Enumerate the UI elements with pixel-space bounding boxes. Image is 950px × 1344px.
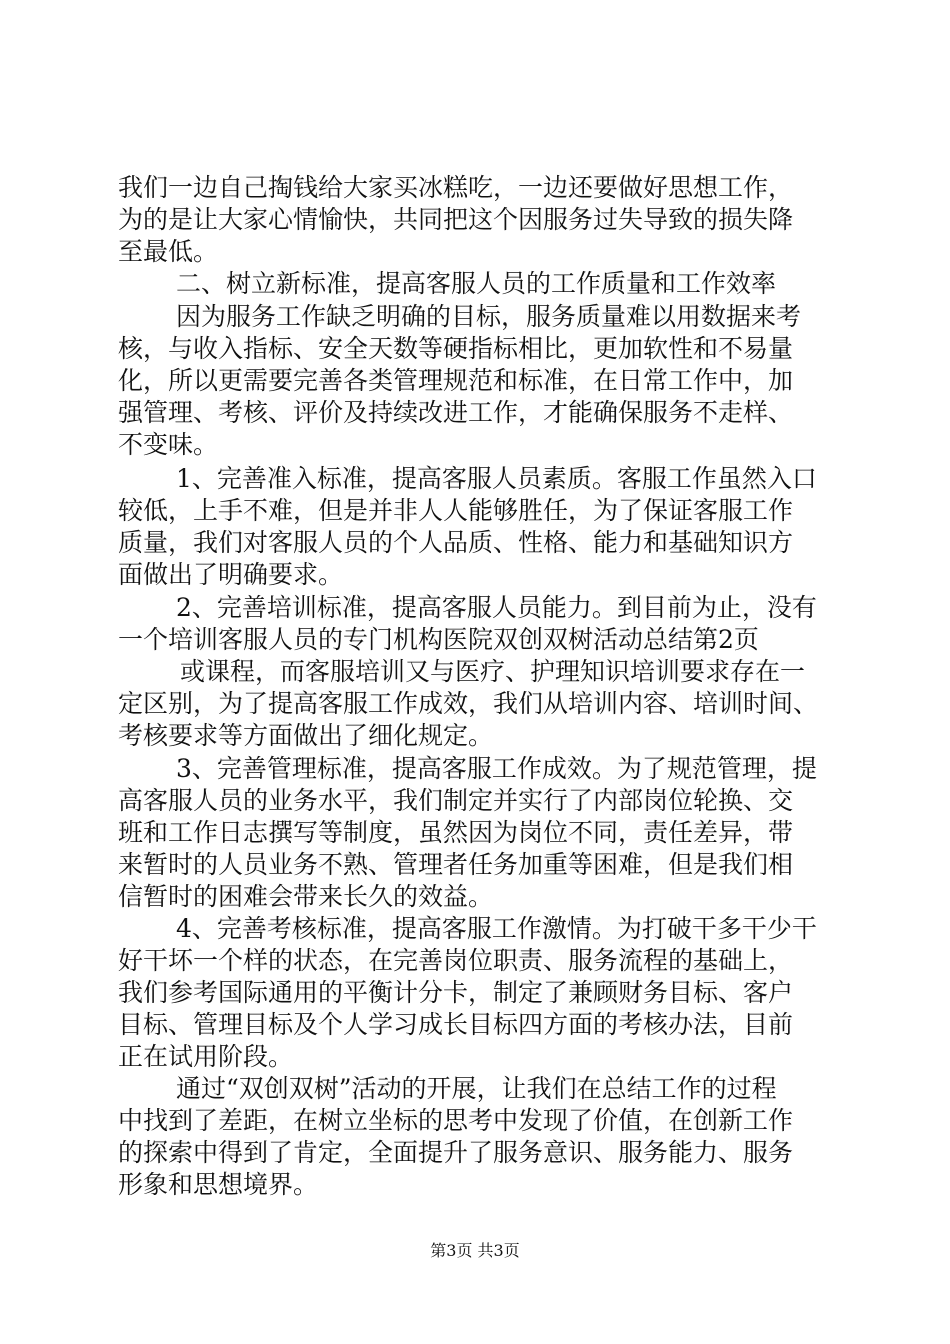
text-line: 正在试用阶段。 bbox=[118, 1042, 294, 1071]
section-heading: 二、树立新标准，提高客服人员的工作质量和工作效率 bbox=[176, 269, 777, 298]
page-footer: 第3页 共3页 bbox=[430, 1241, 520, 1260]
text-line: 班和工作日志撰写等制度，虽然因为岗位不同，责任差异，带 bbox=[118, 818, 794, 847]
text-line: 来暂时的人员业务不熟、管理者任务加重等困难，但是我们相 bbox=[118, 850, 794, 879]
text-line: 定区别，为了提高客服工作成效，我们从培训内容、培训时间、 bbox=[118, 689, 819, 718]
text-line: 因为服务工作缺乏明确的目标，服务质量难以用数据来考 bbox=[176, 302, 802, 331]
text-line: 2、完善培训标准，提高客服人员能力。到目前为止，没有 bbox=[176, 593, 817, 622]
text-line: 形象和思想境界。 bbox=[118, 1170, 319, 1199]
text-line: 至最低。 bbox=[118, 237, 219, 266]
text-line: 高客服人员的业务水平，我们制定并实行了内部岗位轮换、交 bbox=[118, 786, 794, 815]
text-line: 好干坏一个样的状态，在完善岗位职责、服务流程的基础上， bbox=[118, 946, 794, 975]
text-line: 化，所以更需要完善各类管理规范和标准，在日常工作中，加 bbox=[118, 366, 794, 395]
text-line: 我们参考国际通用的平衡计分卡，制定了兼顾财务目标、客户 bbox=[118, 978, 794, 1007]
text-line: 面做出了明确要求。 bbox=[118, 560, 344, 589]
text-line: 3、完善管理标准，提高客服工作成效。为了规范管理，提 bbox=[176, 754, 817, 783]
text-line: 目标、管理目标及个人学习成长目标四方面的考核办法，目前 bbox=[118, 1010, 794, 1039]
text-line: 一个培训客服人员的专门机构医院双创双树活动总结第2页 bbox=[118, 625, 759, 654]
text-line: 质量，我们对客服人员的个人品质、性格、能力和基础知识方 bbox=[118, 528, 794, 557]
text-line: 或课程，而客服培训又与医疗、护理知识培训要求存在一 bbox=[180, 657, 806, 686]
text-line: 考核要求等方面做出了细化规定。 bbox=[118, 721, 494, 750]
text-line: 我们一边自己掏钱给大家买冰糕吃，一边还要做好思想工作， bbox=[118, 173, 794, 202]
text-line: 通过“双创双树”活动的开展，让我们在总结工作的过程 bbox=[176, 1074, 777, 1103]
text-line: 核，与收入指标、安全天数等硬指标相比，更加软性和不易量 bbox=[118, 334, 794, 363]
text-line: 为的是让大家心情愉快，共同把这个因服务过失导致的损失降 bbox=[118, 205, 794, 234]
text-line: 中找到了差距，在树立坐标的思考中发现了价值，在创新工作 bbox=[118, 1106, 794, 1135]
text-line: 较低，上手不难，但是并非人人能够胜任，为了保证客服工作 bbox=[118, 496, 794, 525]
text-line: 4、完善考核标准，提高客服工作激情。为打破干多干少干 bbox=[176, 914, 817, 943]
text-line: 信暂时的困难会带来长久的效益。 bbox=[118, 882, 494, 911]
text-line: 的探索中得到了肯定，全面提升了服务意识、服务能力、服务 bbox=[118, 1138, 794, 1167]
text-line: 1、完善准入标准，提高客服人员素质。客服工作虽然入口 bbox=[176, 464, 817, 493]
text-line: 不变味。 bbox=[118, 430, 219, 459]
text-line: 强管理、考核、评价及持续改进工作，才能确保服务不走样、 bbox=[118, 398, 794, 427]
